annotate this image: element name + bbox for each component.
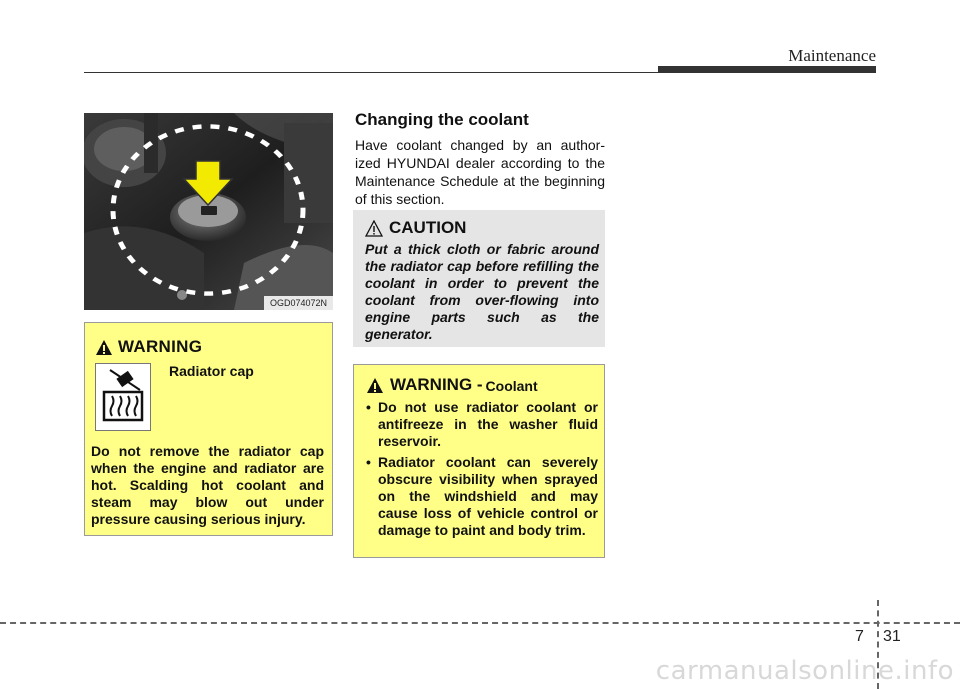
warning-title: WARNING [118, 337, 203, 356]
caution-text: Put a thick cloth or fabric around the radiator cap before refilling the coolant in order to prevent the coolant from over-flowing into engine parts such as the generator. [365, 241, 599, 342]
warning-text: Do not remove the radiator cap when the engine and radiator are hot. Scalding hot coolant and steam may blow out under pressure causing serious injury. [91, 443, 324, 527]
hot-radiator-cap-icon [95, 363, 151, 431]
footer-rule [0, 622, 960, 624]
page-number: 31 [883, 628, 901, 645]
warning-heading [95, 337, 202, 357]
warning-box-coolant [353, 364, 605, 558]
warning-coolant-heading [366, 375, 538, 395]
caution-heading [365, 218, 466, 238]
list-item: • Do not use radiator coolant or antifreeze in the washer fluid reservoir. [366, 399, 598, 449]
watermark: carmanualsonline.info [655, 656, 954, 686]
caution-box [353, 210, 605, 347]
radiator-cap-photo [84, 113, 333, 310]
warning-triangle-icon [95, 339, 113, 356]
header-title: Maintenance [788, 46, 876, 65]
warning-coolant-list [366, 399, 598, 543]
warning-box-radiator-cap [84, 322, 333, 536]
header-rule-thick [658, 66, 876, 72]
figure-code: OGD074072N [264, 296, 333, 310]
list-item-text: Radiator coolant can severely obscure visibility when sprayed on the windshield and may cause loss of vehicle control or damage to paint and body trim. [378, 454, 598, 538]
section-body: Have coolant changed by an author-ized HYUNDAI dealer according to the Maintenance Schedule at the beginning of this section. [355, 137, 605, 207]
chapter-number: 7 [855, 628, 864, 645]
caution-title: CAUTION [389, 218, 467, 237]
caution-triangle-icon [365, 220, 383, 237]
warning-coolant-title: WARNING - [390, 375, 483, 394]
warning-coolant-subtitle: Coolant [485, 378, 538, 394]
list-item: • Radiator coolant can severely obscure visibility when sprayed on the windshield and may cause loss of vehicle control or damage to paint and body trim. [366, 454, 598, 538]
header-rule [84, 72, 876, 73]
icon-label: Radiator cap [169, 363, 254, 379]
section-title: Changing the coolant [355, 110, 529, 129]
warning-triangle-icon [366, 377, 384, 394]
list-item-text: Do not use radiator coolant or antifreeze in the washer fluid reservoir. [378, 399, 598, 449]
